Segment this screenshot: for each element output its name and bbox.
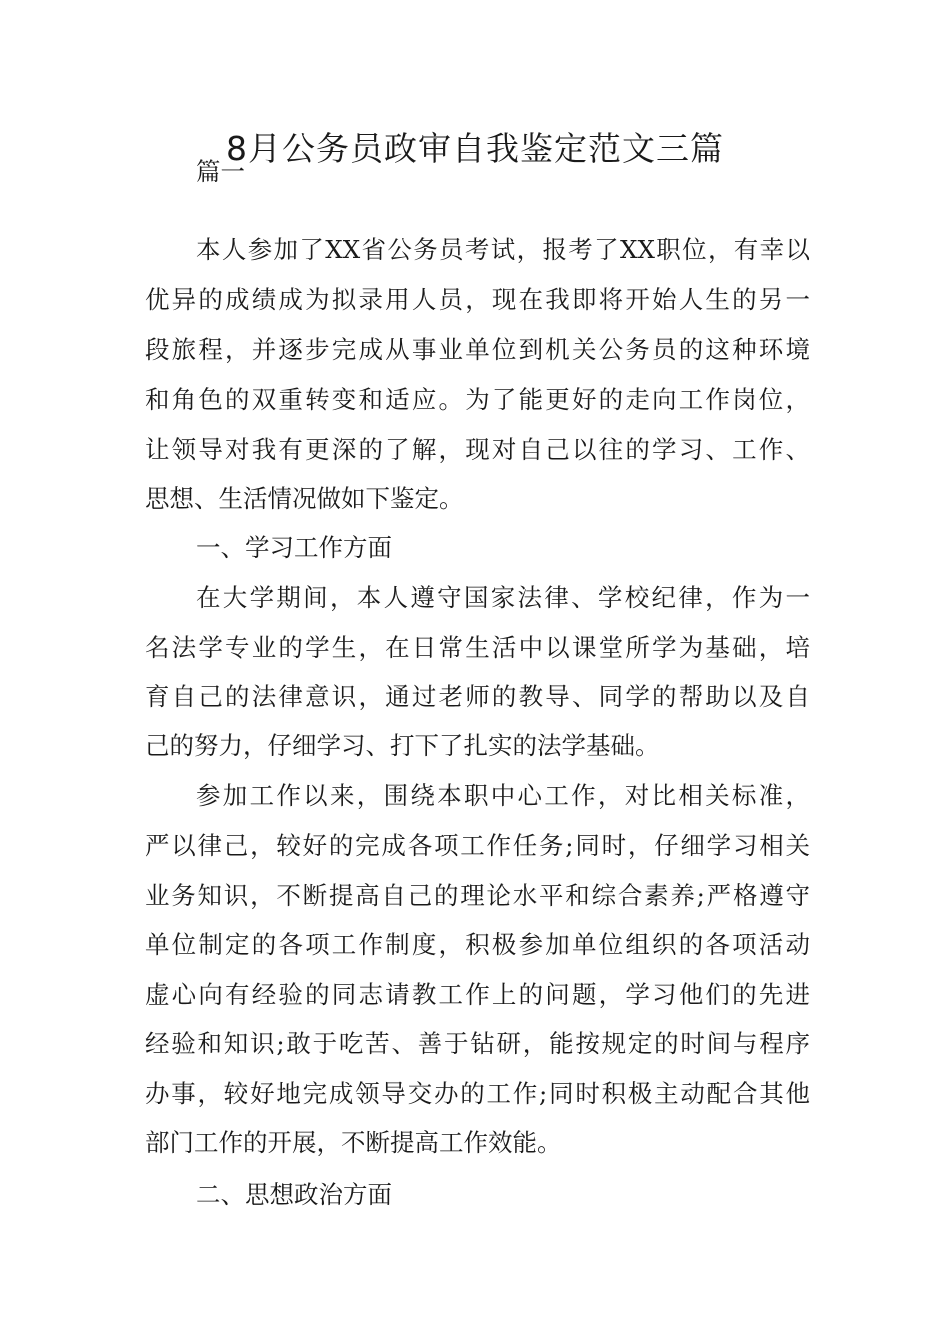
paragraph-1-line-4: 和角色的双重转变和适应。为了能更好的走向工作岗位，	[145, 385, 810, 414]
paragraph-3-line-4: 单位制定的各项工作制度，积极参加单位组织的各项活动	[145, 930, 810, 959]
paragraph-1-line-5: 让领导对我有更深的了解，现对自己以往的学习、工作、	[145, 435, 810, 464]
paragraph-3-line-3: 业务知识，不断提高自己的理论水平和综合素养;严格遵守	[145, 881, 810, 910]
section-heading-study-work: 一、学习工作方面	[196, 533, 392, 562]
paragraph-2-line-1: 在大学期间，本人遵守国家法律、学校纪律，作为一	[196, 583, 810, 612]
paragraph-3-line-8: 部门工作的开展，不断提高工作效能。	[145, 1128, 562, 1157]
paragraph-3-line-7: 办事，较好地完成领导交办的工作;同时积极主动配合其他	[145, 1079, 810, 1108]
paragraph-1-line-3: 段旅程，并逐步完成从事业单位到机关公务员的这种环境	[145, 335, 810, 364]
paragraph-1-line-2: 优异的成绩成为拟录用人员，现在我即将开始人生的另一	[145, 285, 810, 314]
paragraph-1-line-6: 思想、生活情况做如下鉴定。	[145, 484, 464, 513]
paragraph-2-line-4: 己的努力，仔细学习、打下了扎实的法学基础。	[145, 731, 660, 760]
document-title: 8月公务员政审自我鉴定范文三篇	[226, 129, 724, 168]
paragraph-3-line-5: 虚心向有经验的同志请教工作上的问题，学习他们的先进	[145, 980, 810, 1009]
paragraph-3-line-6: 经验和知识;敢于吃苦、善于钻研，能按规定的时间与程序	[145, 1029, 810, 1058]
paragraph-3-line-1: 参加工作以来，围绕本职中心工作，对比相关标准，	[196, 781, 810, 810]
paragraph-2-line-2: 名法学专业的学生，在日常生活中以课堂所学为基础，培	[145, 633, 810, 662]
paragraph-1-line-1: 本人参加了XX省公务员考试，报考了XX职位，有幸以	[196, 235, 810, 264]
paragraph-2-line-3: 育自己的法律意识，通过老师的教导、同学的帮助以及自	[145, 682, 810, 711]
section-label: 篇一	[196, 157, 245, 186]
paragraph-3-line-2: 严以律己，较好的完成各项工作任务;同时，仔细学习相关	[145, 831, 810, 860]
section-heading-political-thought: 二、思想政治方面	[196, 1180, 392, 1209]
